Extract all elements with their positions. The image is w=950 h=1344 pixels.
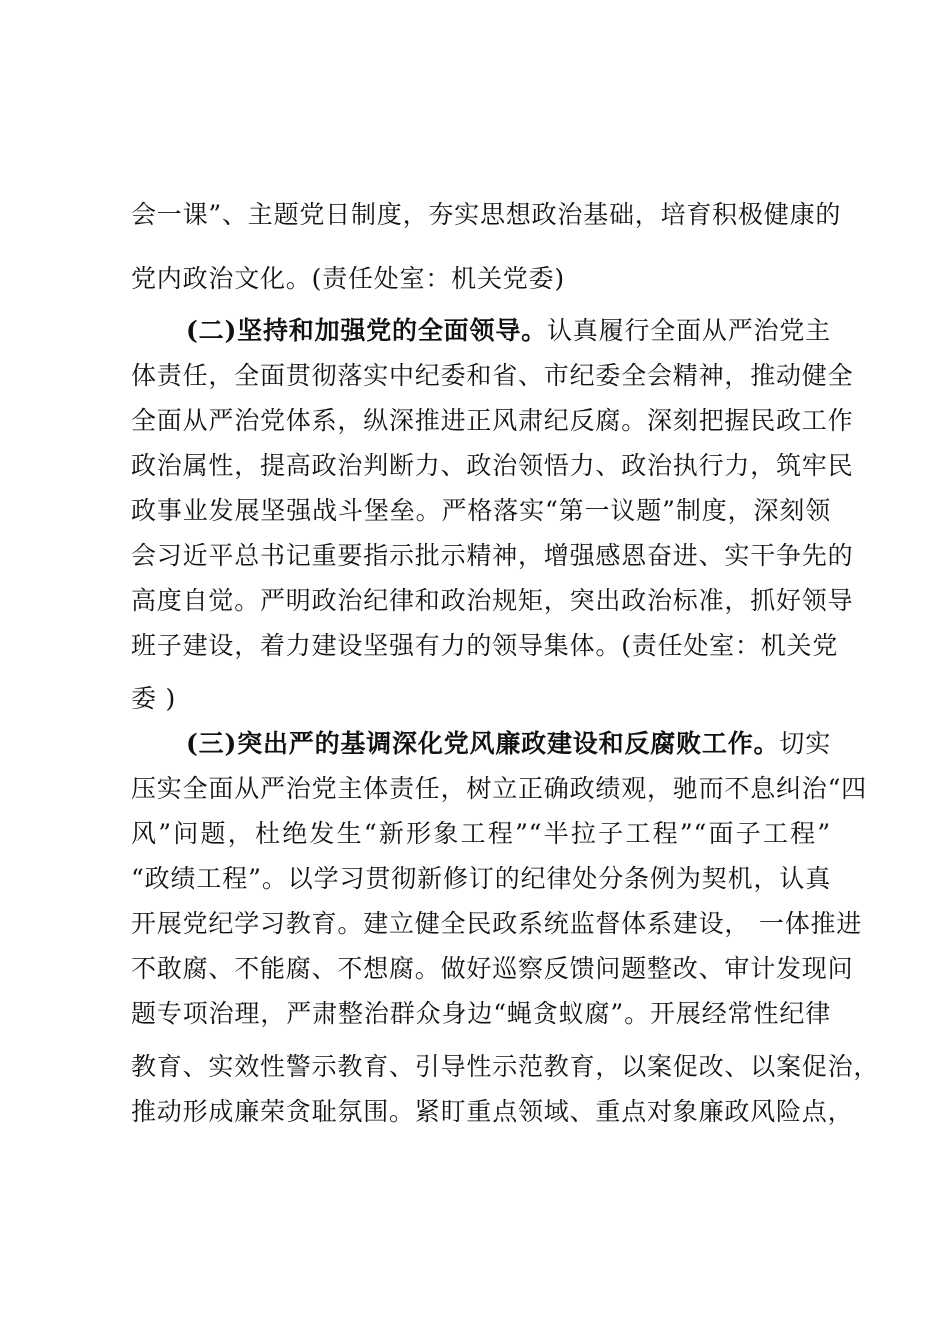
paragraph-line: 高度自觉。严明政治纪律和政治规矩，突出政治标准，抓好领导 bbox=[131, 586, 854, 615]
section-heading-line: (三)突出严的基调深化党风廉政建设和反腐败工作。切实 bbox=[186, 729, 831, 758]
paragraph-line: 会一课”、主题党日制度，夯实思想政治基础，培育积极健康的 bbox=[131, 200, 842, 229]
paragraph-line: 会习近平总书记重要指示批示精神，增强感恩奋进、实干争先的 bbox=[131, 541, 854, 570]
paragraph-line: 委 ) bbox=[131, 684, 177, 713]
paragraph-line: 不敢腐、不能腐、不想腐。做好巡察反馈问题整改、审计发现问 bbox=[131, 954, 854, 983]
paragraph-line: 压实全面从严治党主体责任，树立正确政绩观，驰而不息纠治“四 bbox=[131, 774, 867, 803]
paragraph-line: 教育、实效性警示教育、引导性示范教育，以案促改、以案促治， bbox=[131, 1052, 880, 1081]
paragraph-line: 班子建设，着力建设坚强有力的领导集体。(责任处室：机关党 bbox=[131, 631, 839, 660]
paragraph-line: 题专项治理，严肃整治群众身边“蝇贪蚁腐”。开展经常性纪律 bbox=[131, 999, 831, 1028]
section-heading: (二)坚持和加强党的全面领导。 bbox=[186, 316, 547, 345]
paragraph-line: 体责任，全面贯彻落实中纪委和省、市纪委全会精神，推动健全 bbox=[131, 361, 854, 390]
section-heading-line: (二)坚持和加强党的全面领导。认真履行全面从严治党主 bbox=[186, 316, 831, 345]
paragraph-line: 政治属性，提高政治判断力、政治领悟力、政治执行力，筑牢民 bbox=[131, 451, 854, 480]
section-heading: (三)突出严的基调深化党风廉政建设和反腐败工作。 bbox=[186, 729, 780, 758]
paragraph-line: 政事业发展坚强战斗堡垒。严格落实“第一议题”制度，深刻领 bbox=[131, 496, 831, 525]
paragraph-line: “政绩工程”。以学习贯彻新修订的纪律处分条例为契机，认真 bbox=[131, 864, 831, 893]
paragraph-line: 开展党纪学习教育。建立健全民政系统监督体系建设， 一体推进 bbox=[131, 909, 863, 938]
paragraph-line: 党内政治文化。(责任处室：机关党委) bbox=[131, 264, 565, 293]
paragraph-line: 风”问题，杜绝发生“新形象工程”“半拉子工程”“面子工程” bbox=[131, 819, 831, 848]
paragraph-line: 全面从严治党体系，纵深推进正风肃纪反腐。深刻把握民政工作 bbox=[131, 406, 854, 435]
paragraph-line: 推动形成廉荣贪耻氛围。紧盯重点领域、重点对象廉政风险点， bbox=[131, 1097, 854, 1126]
